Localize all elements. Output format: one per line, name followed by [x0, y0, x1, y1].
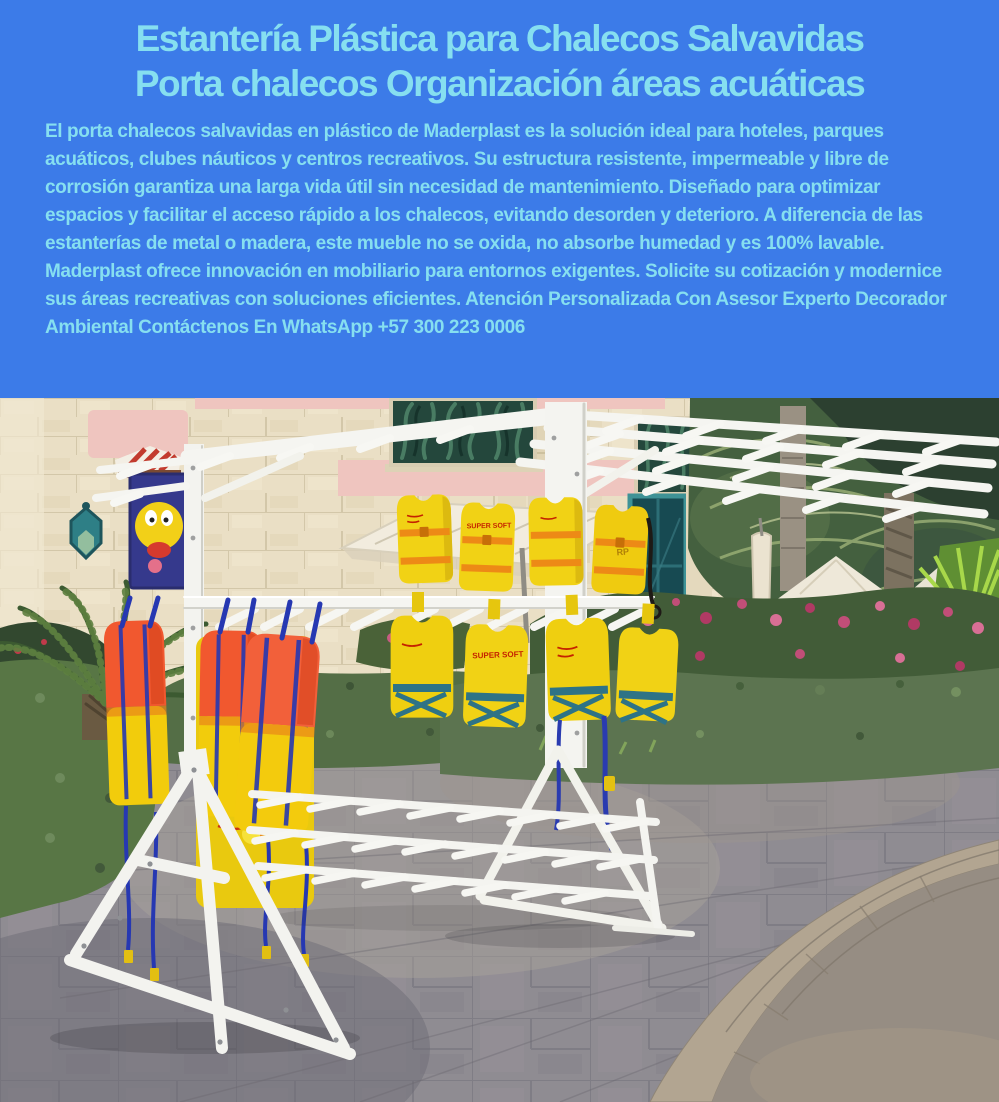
header	[0, 0, 999, 106]
vest-initials-text: RP	[616, 546, 630, 558]
description-paragraph: El porta chalecos salvavidas en plástico de Maderplast es la solución ideal para hoteles, parques acuáticos, clubes náuticos y centros recreativos. Su estructura resistente, impermeable y libre de corrosión garantiza una larga vida útil sin necesidad de mantenimiento. Diseñado para optimizar espacios y facilitar el acceso rápido a los chalecos, evitando desorden y deterioro. A diferencia de las estanterías de metal o madera, este mueble no se oxida, no absorbe humedad y es 100% lavable. Maderplast ofrece innovación en mobiliario para entornos exigentes. Solicite su cotización y modernice sus áreas recreativas con soluciones eficientes. Atención Personalizada Con Asesor Experto Decorador Ambiental Contáctenos En WhatsApp +57 300 223 0006	[45, 121, 947, 338]
page-title-line2: Porta chalecos Organización áreas acuáticas	[134, 63, 865, 104]
page-title-line1: Estantería Plástica para Chalecos Salvavidas	[135, 18, 864, 59]
vest-brand-text: SUPER SOFT	[466, 522, 512, 531]
vest-brand-text: SUPER SOFT	[472, 649, 524, 661]
photo-scene	[0, 398, 999, 1102]
product-photo	[0, 398, 999, 1102]
